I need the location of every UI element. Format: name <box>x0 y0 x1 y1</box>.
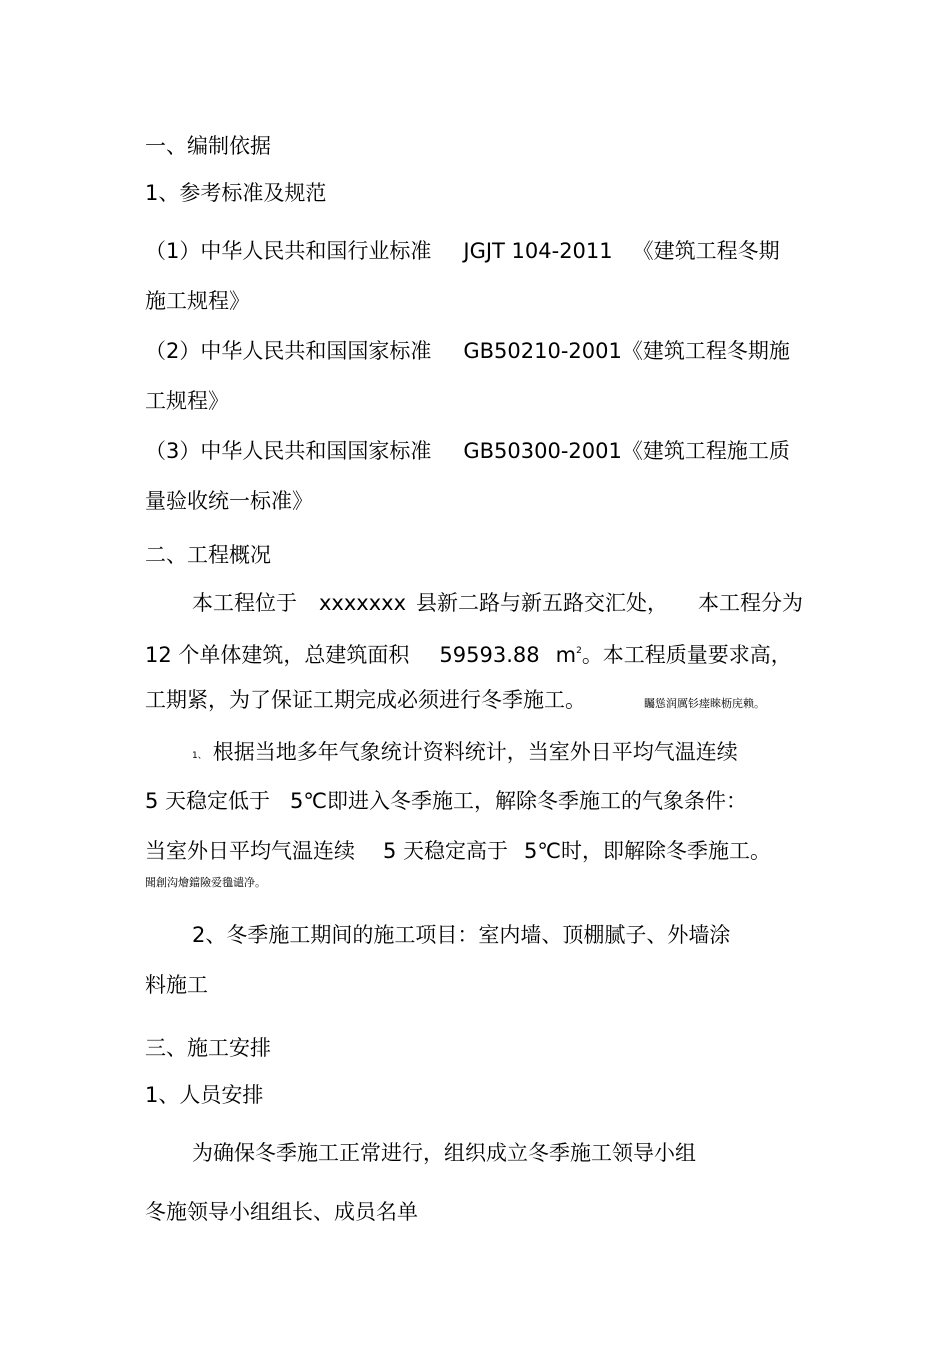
reference-3-continuation: 量验收统一标准》 <box>145 489 313 513</box>
reference-2-line <box>145 336 790 366</box>
reference-1-title: 《建筑工程冬期 <box>632 239 780 263</box>
reference-1-text: （1）中华人民共和国行业标准 <box>145 239 432 263</box>
overview-text-a: 本工程位于 <box>192 591 297 615</box>
item-2-line-1: 2、冬季施工期间的施工项目：室内墙、顶棚腻子、外墙涂 <box>192 923 731 947</box>
reference-2-continuation: 工规程》 <box>145 389 229 413</box>
item-1-line-2 <box>145 786 747 816</box>
subsection-3-1: 1、人员安排 <box>145 1083 264 1107</box>
subsection-1-1: 1、参考标准及规范 <box>145 181 327 205</box>
item-1-text-c2: 5 天稳定高于 <box>383 839 509 863</box>
overview-area-unit: m <box>555 643 577 667</box>
overview-paragraph-line-1 <box>192 588 803 618</box>
reference-2-text: （2）中华人民共和国国家标准 <box>145 339 432 363</box>
reference-3-line <box>145 436 790 466</box>
item-1-number: 1、 <box>192 751 207 761</box>
reference-1-code: JGJT 104-2011 <box>463 239 613 263</box>
overview-text-g: 工期紧，为了保证工期完成必须进行冬季施工。 <box>145 688 586 712</box>
section-3-heading: 三、施工安排 <box>145 1036 271 1060</box>
overview-text-e: 12 个单体建筑，总建筑面积 <box>145 643 410 667</box>
item-2-line-2: 料施工 <box>145 973 208 997</box>
section-1-heading: 一、编制依据 <box>145 134 271 158</box>
item-1-line-1 <box>192 737 738 771</box>
reference-2-title: 《建筑工程冬期施 <box>621 339 790 363</box>
section-2-heading: 二、工程概况 <box>145 543 271 567</box>
garbled-text-2: 聞創沟燴鐺險爱氇谴净。 <box>145 876 266 889</box>
item-1-text-c1: 当室外日平均气温连续 <box>145 839 355 863</box>
reference-3-title: 《建筑工程施工质 <box>621 439 790 463</box>
item-1-text-b1: 5 天稳定低于 <box>145 789 271 813</box>
overview-paragraph-line-2 <box>145 636 792 670</box>
item-1-text-c3: 5℃时，即解除冬季施工。 <box>524 839 771 863</box>
garbled-text-1: 矚慫润厲钐瘗睞枥庑赖。 <box>644 697 765 710</box>
overview-area: 59593.88 <box>439 643 540 667</box>
reference-1-line <box>145 236 780 266</box>
overview-text-c: 县新二路与新五路交汇处， <box>416 591 668 615</box>
item-1-text-a: 根据当地多年气象统计资料统计，当室外日平均气温连续 <box>212 740 738 764</box>
staffing-list-title: 冬施领导小组组长、成员名单 <box>145 1200 418 1224</box>
overview-paragraph-line-3 <box>145 685 765 715</box>
reference-2-code: GB50210-2001 <box>463 339 622 363</box>
reference-1-continuation: 施工规程》 <box>145 289 250 313</box>
overview-text-d: 本工程分为 <box>698 591 803 615</box>
overview-area-unit-superscript: 2 <box>576 646 582 656</box>
item-1-text-b2: 5℃即进入冬季施工，解除冬季施工的气象条件： <box>290 789 747 813</box>
reference-3-text: （3）中华人民共和国国家标准 <box>145 439 432 463</box>
item-1-line-3 <box>145 836 771 866</box>
overview-text-f: 。本工程质量要求高， <box>581 643 792 667</box>
reference-3-code: GB50300-2001 <box>463 439 622 463</box>
overview-location: xxxxxxx <box>319 591 406 615</box>
staffing-paragraph: 为确保冬季施工正常进行，组织成立冬季施工领导小组 <box>192 1141 696 1165</box>
